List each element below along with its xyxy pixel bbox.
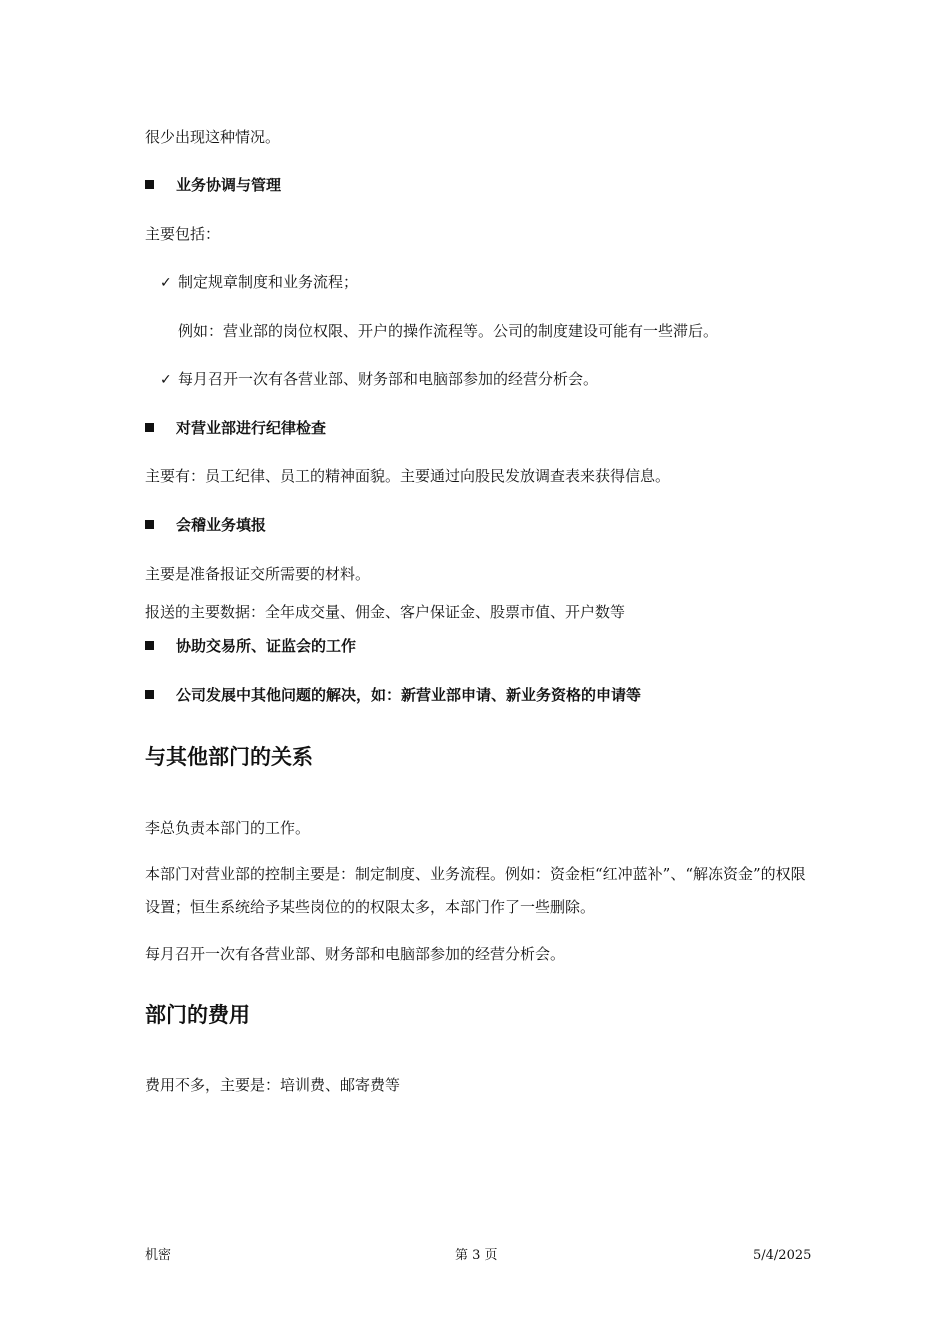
- bullet-item-assist: [145, 636, 356, 656]
- bullet-label: 协助交易所、证监会的工作: [176, 637, 357, 655]
- black-square-icon: [145, 641, 154, 650]
- bullet-item-other-issues: [145, 685, 641, 705]
- checkmark-icon: ✓: [160, 372, 172, 388]
- bullet-item-coordination: [145, 175, 281, 195]
- check-label: 每月召开一次有各营业部、财务部和电脑部参加的经营分析会。: [178, 370, 599, 388]
- relations-paragraph-1: 李总负责本部门的工作。: [145, 819, 311, 837]
- bullet-3-text-1: 主要是准备报证交所需要的材料。: [145, 565, 371, 583]
- bullet-1-lead-text: 主要包括：: [145, 225, 221, 243]
- black-square-icon: [145, 690, 154, 699]
- relations-paragraph-3: 每月召开一次有各营业部、财务部和电脑部参加的经营分析会。: [145, 945, 566, 963]
- bullet-3-text-2: 报送的主要数据：全年成交量、佣金、客户保证金、股票市值、开户数等: [145, 603, 626, 621]
- check-1-example-text: 例如：营业部的岗位权限、开户的操作流程等。公司的制度建设可能有一些滞后。: [178, 322, 719, 340]
- section-heading-relations: 与其他部门的关系: [145, 745, 313, 769]
- bullet-label: 会稽业务填报: [176, 516, 267, 534]
- footer-confidential: 机密: [145, 1248, 172, 1263]
- bullet-label: 业务协调与管理: [176, 176, 282, 194]
- black-square-icon: [145, 520, 154, 529]
- bullet-item-discipline: [145, 418, 326, 438]
- footer-page-number: 第 3 页: [455, 1248, 498, 1263]
- bullet-label: 对营业部进行纪律检查: [176, 419, 327, 437]
- costs-paragraph-1: 费用不多，主要是：培训费、邮寄费等: [145, 1076, 401, 1094]
- checkmark-icon: ✓: [160, 275, 172, 291]
- black-square-icon: [145, 180, 154, 189]
- bullet-2-text: 主要有：员工纪律、员工的精神面貌。主要通过向股民发放调查表来获得信息。: [145, 467, 671, 485]
- check-item-rules: [160, 272, 358, 293]
- footer-date: 5/4/2025: [753, 1248, 812, 1263]
- section-heading-costs: 部门的费用: [145, 1003, 250, 1027]
- intro-text: 很少出现这种情况。: [145, 128, 281, 146]
- check-item-meeting: [160, 369, 598, 390]
- check-label: 制定规章制度和业务流程；: [178, 273, 359, 291]
- bullet-label: 公司发展中其他问题的解决，如：新营业部申请、新业务资格的申请等: [176, 686, 642, 704]
- relations-paragraph-2: 本部门对营业部的控制主要是：制定制度、业务流程。例如：资金柜“红冲蓝补”、“解冻资金”的权限设置；恒生系统给予某些岗位的的权限太多，本部门作了一些删除。: [145, 865, 806, 916]
- black-square-icon: [145, 423, 154, 432]
- bullet-item-reporting: [145, 515, 266, 535]
